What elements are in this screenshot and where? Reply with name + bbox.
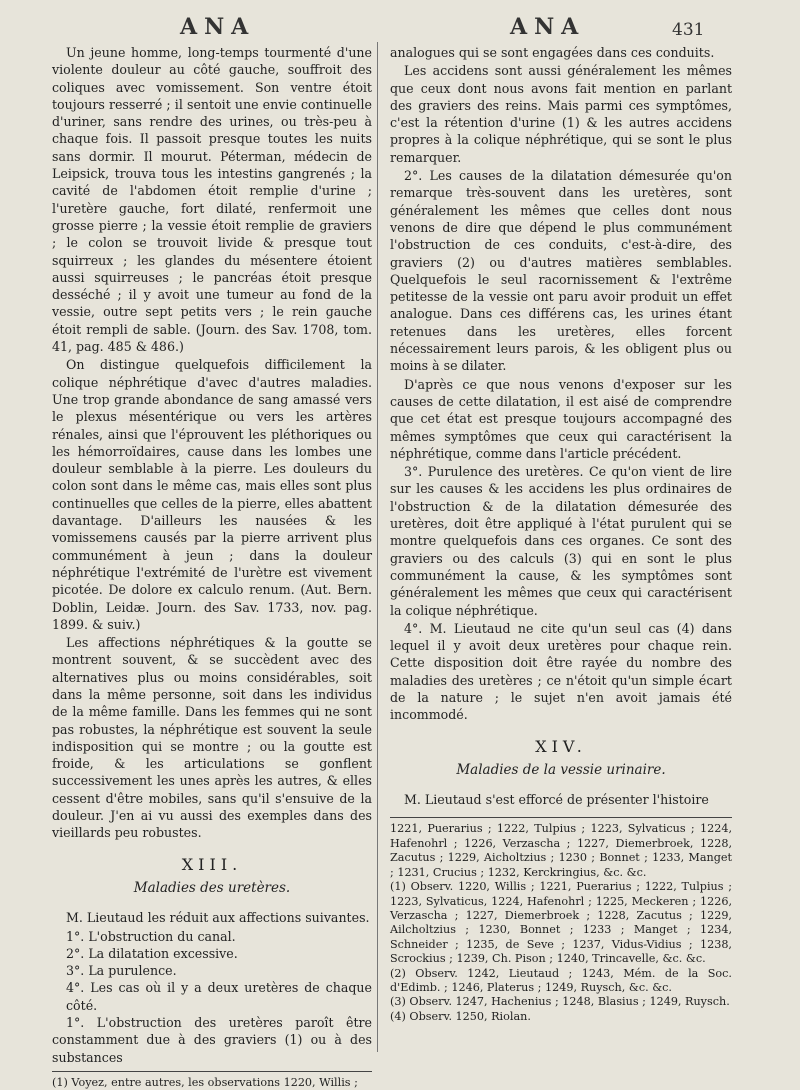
list-item: 1°. L'obstruction du canal. [66,928,236,944]
running-head-left: ANA [180,14,256,40]
section-title: Maladies de la vessie urinaire. [456,761,666,778]
column-divider [377,42,378,1052]
page-number: 431 [672,20,705,40]
paragraph: 1°. L'obstruction des uretères paroît être constamment due à des graviers (1) ou à des substances [52,1015,372,1065]
ailment-list [52,928,372,1014]
paragraph: On distingue quelquefois difficilement la colique néphrétique d'avec d'autres maladies. Une trop grande abondance de sang amassé vers le plexus mésentérique ou vers les artères rénales, ainsi que l'éprouvent les pléthoriques ou les hémorroïdaires, cause dans les lombes une douleur semblable à la pierre. Les douleurs du colon sont dans le même cas, mais elles sont plus continuelles que celles de la pierre, elles abattent davantage. D'ailleurs les nausées & les vomissemens causés par la pierre arrivent plus communément à jeun ; dans la douleur néphrétique l'extrémité de l'urètre est vivement picotée. De dolore ex calculo renum. (Aut. Bern. Doblin, Leidæ. Journ. des Sav. 1733, nov. pag. 1899. & suiv.) [52,357,372,632]
paragraph: 3°. Purulence des uretères. Ce qu'on vient de lire sur les causes & les accidens les plus ordinaires de l'obstruction & de la dilatation démesurée des uretères, doit être appliqué à l'état purulent qui se montre quelquefois dans ces organes. Ce sont des graviers ou des calculs (3) qui en sont le plus communément la cause, & les symptômes sont généralement les mêmes que ceux qui caractérisent la colique néphrétique. [390,464,732,618]
section-title: Maladies des uretères. [133,879,291,896]
paragraph: Un jeune homme, long-temps tourmenté d'une violente douleur au côté gauche, souffroit des coliques avec vomissement. Son ventre étoit toujours resserré ; il sentoit une envie continuelle d'uriner, sans rendre des urines, ou très-peu à chaque fois. Il passoit presque toutes les nuits sans dormir. Il mourut. Péterman, médecin de Leipsick, trouva tous les intestins gangrenés ; la cavité de l'abdomen étoit remplie d'urine ; l'uretère gauche, fort dilaté, renfermoit une grosse pierre ; la vessie étoit remplie de graviers ; le colon se trouvoit livide & presque tout squirreux ; les glandes du mésentere étoient aussi squirreuses ; le pancréas étoit presque desséché ; il y avoit une tumeur au fond de la vessie, outre sept petits vers ; le rein gauche étoit rempli de sable. (Journ. des Sav. 1708, tom. 41, pag. 485 & 486.) [52,45,372,355]
footnote: (1) Observ. 1220, Willis ; 1221, Puerarius ; 1222, Tulpius ; 1223, Sylvaticus, 1224, Hafenohrl ; 1225, Meckeren ; 1226, Verzascha ; 1227, Diemerbroek ; 1228, Zacutus ; 1229, Ailcholtzius ; 1230, Bonnet ; 1233 ; Manget ; 1234, Schneider ; 1235, de Seve ; 1237, Vidus-Vidius ; 1238, Scrockius ; 1239, Ch. Pison ; 1240, Trincavelle, &c. &c. [390,880,732,966]
paragraph: Les affections néphrétiques & la goutte se montrent souvent, & se succèdent avec des alternatives plus ou moins considérables, soit dans la même personne, soit dans les individus de la même famille. Dans les femmes qui ne sont pas robustes, la néphrétique est souvent la seule indisposition qui se montre ; ou la goutte est froide, & les articulations se gonflent successivement les unes après les autres, & elles cessent d'être mobiles, sans qu'il s'ensuive de la douleur. J'en ai vu aussi des exemples dans des vieillards peu robustes. [52,635,372,841]
section-number: XIII. [181,854,243,874]
footnote-rule [390,817,732,818]
section-number: XIV. [535,736,587,756]
right-column [390,44,732,1024]
list-item: 4°. Les cas où il y a deux uretères de chaque côté. [66,980,372,1013]
footnote: (2) Observ. 1242, Lieutaud ; 1243, Mém. de la Soc. d'Edimb. ; 1246, Platerus ; 1249, Ruysch, &c. &c. [390,966,732,994]
paragraph: analogues qui se sont engagées dans ces conduits. [390,45,715,60]
running-head-right: ANA [510,14,586,40]
list-item: 2°. La dilatation excessive. [66,945,238,961]
footnote: (3) Observ. 1247, Hachenius ; 1248, Blasius ; 1249, Ruysch. [390,995,730,1009]
paragraph: Les accidens sont aussi généralement les mêmes que ceux dont nous avons fait mention en parlant des graviers des reins. Mais parmi ces symptômes, c'est la rétention d'urine (1) & les autres accidens propres à la colique néphrétique, qui se sont le plus remarquer. [390,63,732,165]
footnote: (1) Voyez, entre autres, les observations 1220, Willis ; [52,1075,358,1089]
footnote: (4) Observ. 1250, Riolan. [390,1009,531,1023]
section-intro: M. Lieutaud les réduit aux affections suivantes. [66,910,370,926]
list-item: 3°. La purulence. [66,963,177,979]
paragraph: 4°. M. Lieutaud ne cite qu'un seul cas (4) dans lequel il y avoit deux uretères pour chaque rein. Cette disposition doit être rayée du nombre des maladies des uretères ; ce n'étoit qu'un simple écart de la nature ; le sujet n'en avoit jamais été incommodé. [390,620,732,723]
left-column [52,44,372,1090]
paragraph: D'après ce que nous venons d'exposer sur les causes de cette dilatation, il est aisé de comprendre que cet état est presque toujours accompagné des mêmes symptômes que ceux qui caractérisent la néphrétique, comme dans l'article précédent. [390,376,732,461]
footnote-rule [52,1071,372,1072]
footnote: 1221, Puerarius ; 1222, Tulpius ; 1223, Sylvaticus ; 1224, Hafenohrl ; 1226, Verzascha ; 1227, Diemerbroek, 1228, Zacutus ; 1229, Aicholtzius ; 1230 ; Bonnet ; 1233, Manget ; 1231, Crucius ; 1232, Kerckringius, &c. &c. [390,822,732,879]
section-intro: M. Lieutaud s'est efforcé de présenter l'histoire [404,792,709,808]
paragraph: 2°. Les causes de la dilatation démesurée qu'on remarque très-souvent dans les uretères, sont généralement les mêmes que celles dont nous venons de dire que dépend le plus communément l'obstruction de ces conduits, c'est-à-dire, des graviers (2) ou d'autres matières semblables. Quelquefois le seul racornissement & l'extrême petitesse de la vessie ont paru avoir produit un effet analogue. Dans ces différens cas, les urines étant retenues dans les uretères, elles forcent nécessairement leurs parois, & les obligent plus ou moins à se dilater. [390,168,732,374]
